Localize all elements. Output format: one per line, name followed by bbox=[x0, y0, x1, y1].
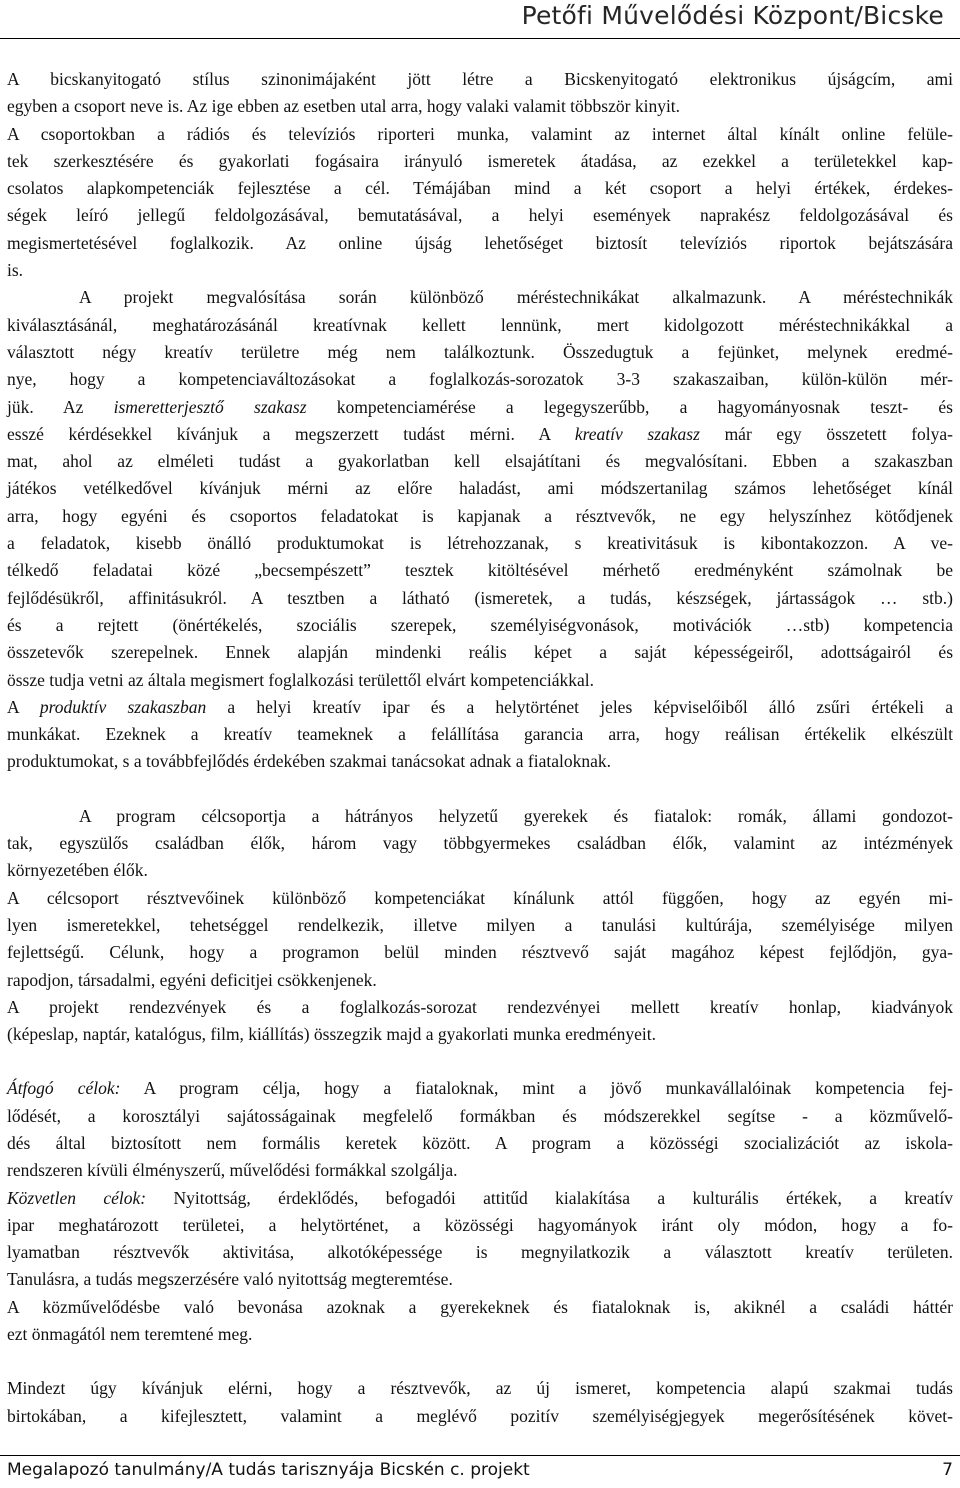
italic-term: ismeretterjesztő szakasz bbox=[113, 396, 307, 417]
text-line: Mindezt úgy kívánjuk elérni, hogy a résztvevők, az új ismeret, kompetencia alapú szakmai tudás bbox=[7, 1378, 953, 1399]
paragraph bbox=[7, 1185, 953, 1294]
text-line: A csoportokban a rádiós és televíziós riporteri munka, valamint az internet által kínált online felüle- bbox=[7, 123, 953, 144]
text-line: (képeslap, naptár, katalógus, film, kiállítás) összegzik majd a gyakorlati munka eredményeit. bbox=[7, 1024, 657, 1045]
text-line: rendszeren kívüli élményszerű, művelődési formákkal szolgálja. bbox=[7, 1160, 458, 1181]
text-line: nye, hogy a kompetenciaváltozásokat a foglalkozás-sorozatok 3-3 szakaszaiban, külön-külön mér- bbox=[7, 369, 953, 390]
text-line: ségek leíró jellegű feldolgozásával, bemutatásával, a helyi események naprakész feldolgozásával és bbox=[7, 205, 953, 226]
italic-term: produktív szakaszban bbox=[39, 696, 207, 717]
text-line: fejlődésükről, affinitásukról. A tesztben a látható (ismeretek, a tudás, készségek, jártasságok … stb.) bbox=[7, 587, 953, 608]
section-label: Közvetlen célok: bbox=[7, 1187, 147, 1208]
paragraph bbox=[7, 1075, 953, 1184]
text-line: rapodjon, társadalmi, egyéni deficitjei csökkenjenek. bbox=[7, 969, 377, 990]
text-line: Tanulásra, a tudás megszerzésére való nyitottság megteremtése. bbox=[7, 1269, 453, 1290]
text-line: egyben a csoport neve is. Az ige ebben az esetben utal arra, hogy valaki valamit többször kinyit. bbox=[7, 96, 681, 117]
text-line: is. bbox=[7, 260, 24, 281]
paragraph bbox=[7, 1375, 953, 1430]
paragraph bbox=[7, 1294, 953, 1349]
text-line: télkedő feladatai közé „becsempészett” tesztek kitöltésével mérhető eredményként számolnak be bbox=[7, 560, 953, 581]
text-line: birtokában, a kifejlesztett, valamint a meglévő pozitív személyiségjegyek megerősítésének követ- bbox=[7, 1405, 953, 1426]
text-line: produktumokat, s a továbbfejlődés érdekében szakmai tanácsokat adnak a fiataloknak. bbox=[7, 751, 612, 772]
text-line: A projekt megvalósítása során különböző méréstechnikákat alkalmazunk. A méréstechnikák bbox=[79, 287, 953, 308]
paragraph-spacer bbox=[7, 1348, 953, 1375]
text-line: csolatos alapkompetenciák fejlesztése a cél. Témájában mind a két csoport a helyi értékek, érdekes- bbox=[7, 178, 953, 199]
text-run: A program célja, hogy a fiataloknak, mint a jövő munkavállalóinak kompetencia fej- bbox=[120, 1078, 953, 1099]
text-line: A célcsoport résztvevőinek különböző kompetenciákat kínálunk attól függően, hogy az egyén mi- bbox=[7, 887, 953, 908]
text-line bbox=[7, 694, 953, 721]
text-line: játékos vetélkedővel kívánjuk mérni az előre haladást, ami módszertanilag számos lehetőséget kínál bbox=[7, 478, 953, 499]
text-line: mat, ahol az elméleti tudást a gyakorlatban kell elsajátítani és megvalósítani. Ebben a szakaszban bbox=[7, 451, 953, 472]
text-line: lyen ismeretekkel, tehetséggel rendelkezik, illetve milyen a tanulási kultúrája, személyisége milyen bbox=[7, 914, 953, 935]
paragraph bbox=[7, 994, 953, 1049]
header-divider bbox=[0, 38, 960, 39]
text-line: A közművelődésbe való bevonása azoknak a gyerekeknek és fiataloknak is, akiknél a családi háttér bbox=[7, 1296, 953, 1317]
text-line: dés által biztosított nem formális keretek között. A program a közösségi szocializációt az iskola- bbox=[7, 1132, 953, 1153]
text-line bbox=[7, 394, 953, 421]
text-run: a helyi kreatív ipar és a helytörténet jeles képviselőiből álló zsűri értékeli a bbox=[206, 696, 953, 717]
text-line: tak, egyszülős családban élők, három vagy többgyermekes családban élők, valamint az intézmények bbox=[7, 833, 953, 854]
text-run: Nyitottság, érdeklődés, befogadói attitűd kialakítása a kulturális értékek, a kreatív bbox=[146, 1187, 953, 1208]
text-run: A bbox=[7, 696, 40, 717]
text-run: jük. Az bbox=[7, 396, 114, 417]
text-line: választott négy kreatív területre még nem találkoztunk. Összedugtuk a fejünket, melynek eredmé- bbox=[7, 341, 953, 362]
footer-title: Megalapozó tanulmány/A tudás tarisznyája Bicskén c. projekt bbox=[7, 1460, 530, 1480]
paragraph bbox=[7, 694, 953, 776]
text-line: és a rejtett (önértékelés, szociális szerepek, személyiségvonások, motivációk …stb) kompetencia bbox=[7, 614, 953, 635]
text-line: ipar meghatározott területei, a helytörténet, a közösségi hagyományok iránt oly módon, hogy a fo- bbox=[7, 1214, 953, 1235]
paragraph bbox=[7, 121, 953, 285]
paragraph bbox=[7, 803, 953, 885]
text-line: a feladatok, kisebb önálló produktumokat is létrehozzanak, s kreativitásuk is kibontakozzon. A ve- bbox=[7, 533, 953, 554]
text-line bbox=[7, 1185, 953, 1212]
text-line: kiválasztásánál, meghatározásánál kreatívnak kellett lennünk, mert kidolgozott méréstechnikákkal a bbox=[7, 314, 953, 335]
paragraph-spacer bbox=[7, 776, 953, 803]
text-line: tek szerkesztésére és gyakorlati fogásaira irányuló ismeretek átadása, az ezekkel a területekkel kap- bbox=[7, 150, 953, 171]
text-run: esszé kérdésekkel kívánjuk a megszerzett tudást mérni. A bbox=[7, 423, 575, 444]
page-header: Petőfi Művelődési Központ/Bicske bbox=[521, 1, 944, 30]
text-line: környezetében élők. bbox=[7, 860, 148, 881]
footer-divider bbox=[0, 1455, 960, 1456]
text-line bbox=[7, 1075, 953, 1102]
text-line: lődését, a korosztályi sajátosságainak megfelelő formákban és módszerekkel segítse - a közművelő- bbox=[7, 1105, 953, 1126]
text-line: A projekt rendezvények és a foglalkozás-sorozat rendezvényei mellett kreatív honlap, kiadványok bbox=[7, 996, 953, 1017]
paragraph-spacer bbox=[7, 1048, 953, 1075]
text-line: fejlettségű. Célunk, hogy a programon belül minden résztvevő saját magához képest fejlődjön, gya- bbox=[7, 942, 953, 963]
page-footer bbox=[7, 1460, 953, 1484]
text-line: megismertetésével foglalkozik. Az online újság lehetőséget biztosít televíziós riportok bejátszására bbox=[7, 232, 953, 253]
paragraph bbox=[7, 284, 953, 693]
text-line: ezt önmagától nem teremtené meg. bbox=[7, 1324, 253, 1345]
paragraph bbox=[7, 885, 953, 994]
text-line: arra, hogy egyéni és csoportos feladatokat is kapjanak a résztvevők, ne egy helyszínhez kötődjenek bbox=[7, 505, 953, 526]
text-line: össze tudja vetni az általa megismert foglalkozási területtől elvárt kompetenciákkal. bbox=[7, 669, 595, 690]
text-line: A bicskanyitogató stílus szinonimájaként jött létre a Bicskenyitogató elektronikus újságcím, ami bbox=[7, 69, 953, 89]
text-line: munkákat. Ezeknek a kreatív teameknek a felállítása garancia arra, hogy reálisan értékelik elkészült bbox=[7, 724, 953, 745]
page-number: 7 bbox=[942, 1460, 953, 1480]
text-line: összetevők szerepelnek. Ennek alapján mindenki reális képet a saját képességeiről, adottságairól és bbox=[7, 642, 953, 663]
paragraph bbox=[7, 66, 953, 121]
text-line: lyamatban résztvevők aktivitása, alkotóképessége is megnyilatkozik a választott kreatív területen. bbox=[7, 1242, 953, 1263]
text-run: már egy összetett folya- bbox=[699, 423, 953, 444]
text-line: A program célcsoportja a hátrányos helyzetű gyerekek és fiatalok: romák, állami gondozot- bbox=[79, 805, 953, 826]
section-label: Átfogó célok: bbox=[7, 1078, 121, 1099]
text-run: kompetenciamérése a legegyszerűbb, a hagyományosnak teszt- és bbox=[306, 396, 953, 417]
document-body bbox=[7, 66, 953, 1430]
text-line bbox=[7, 421, 953, 448]
italic-term: kreatív szakasz bbox=[574, 423, 700, 444]
